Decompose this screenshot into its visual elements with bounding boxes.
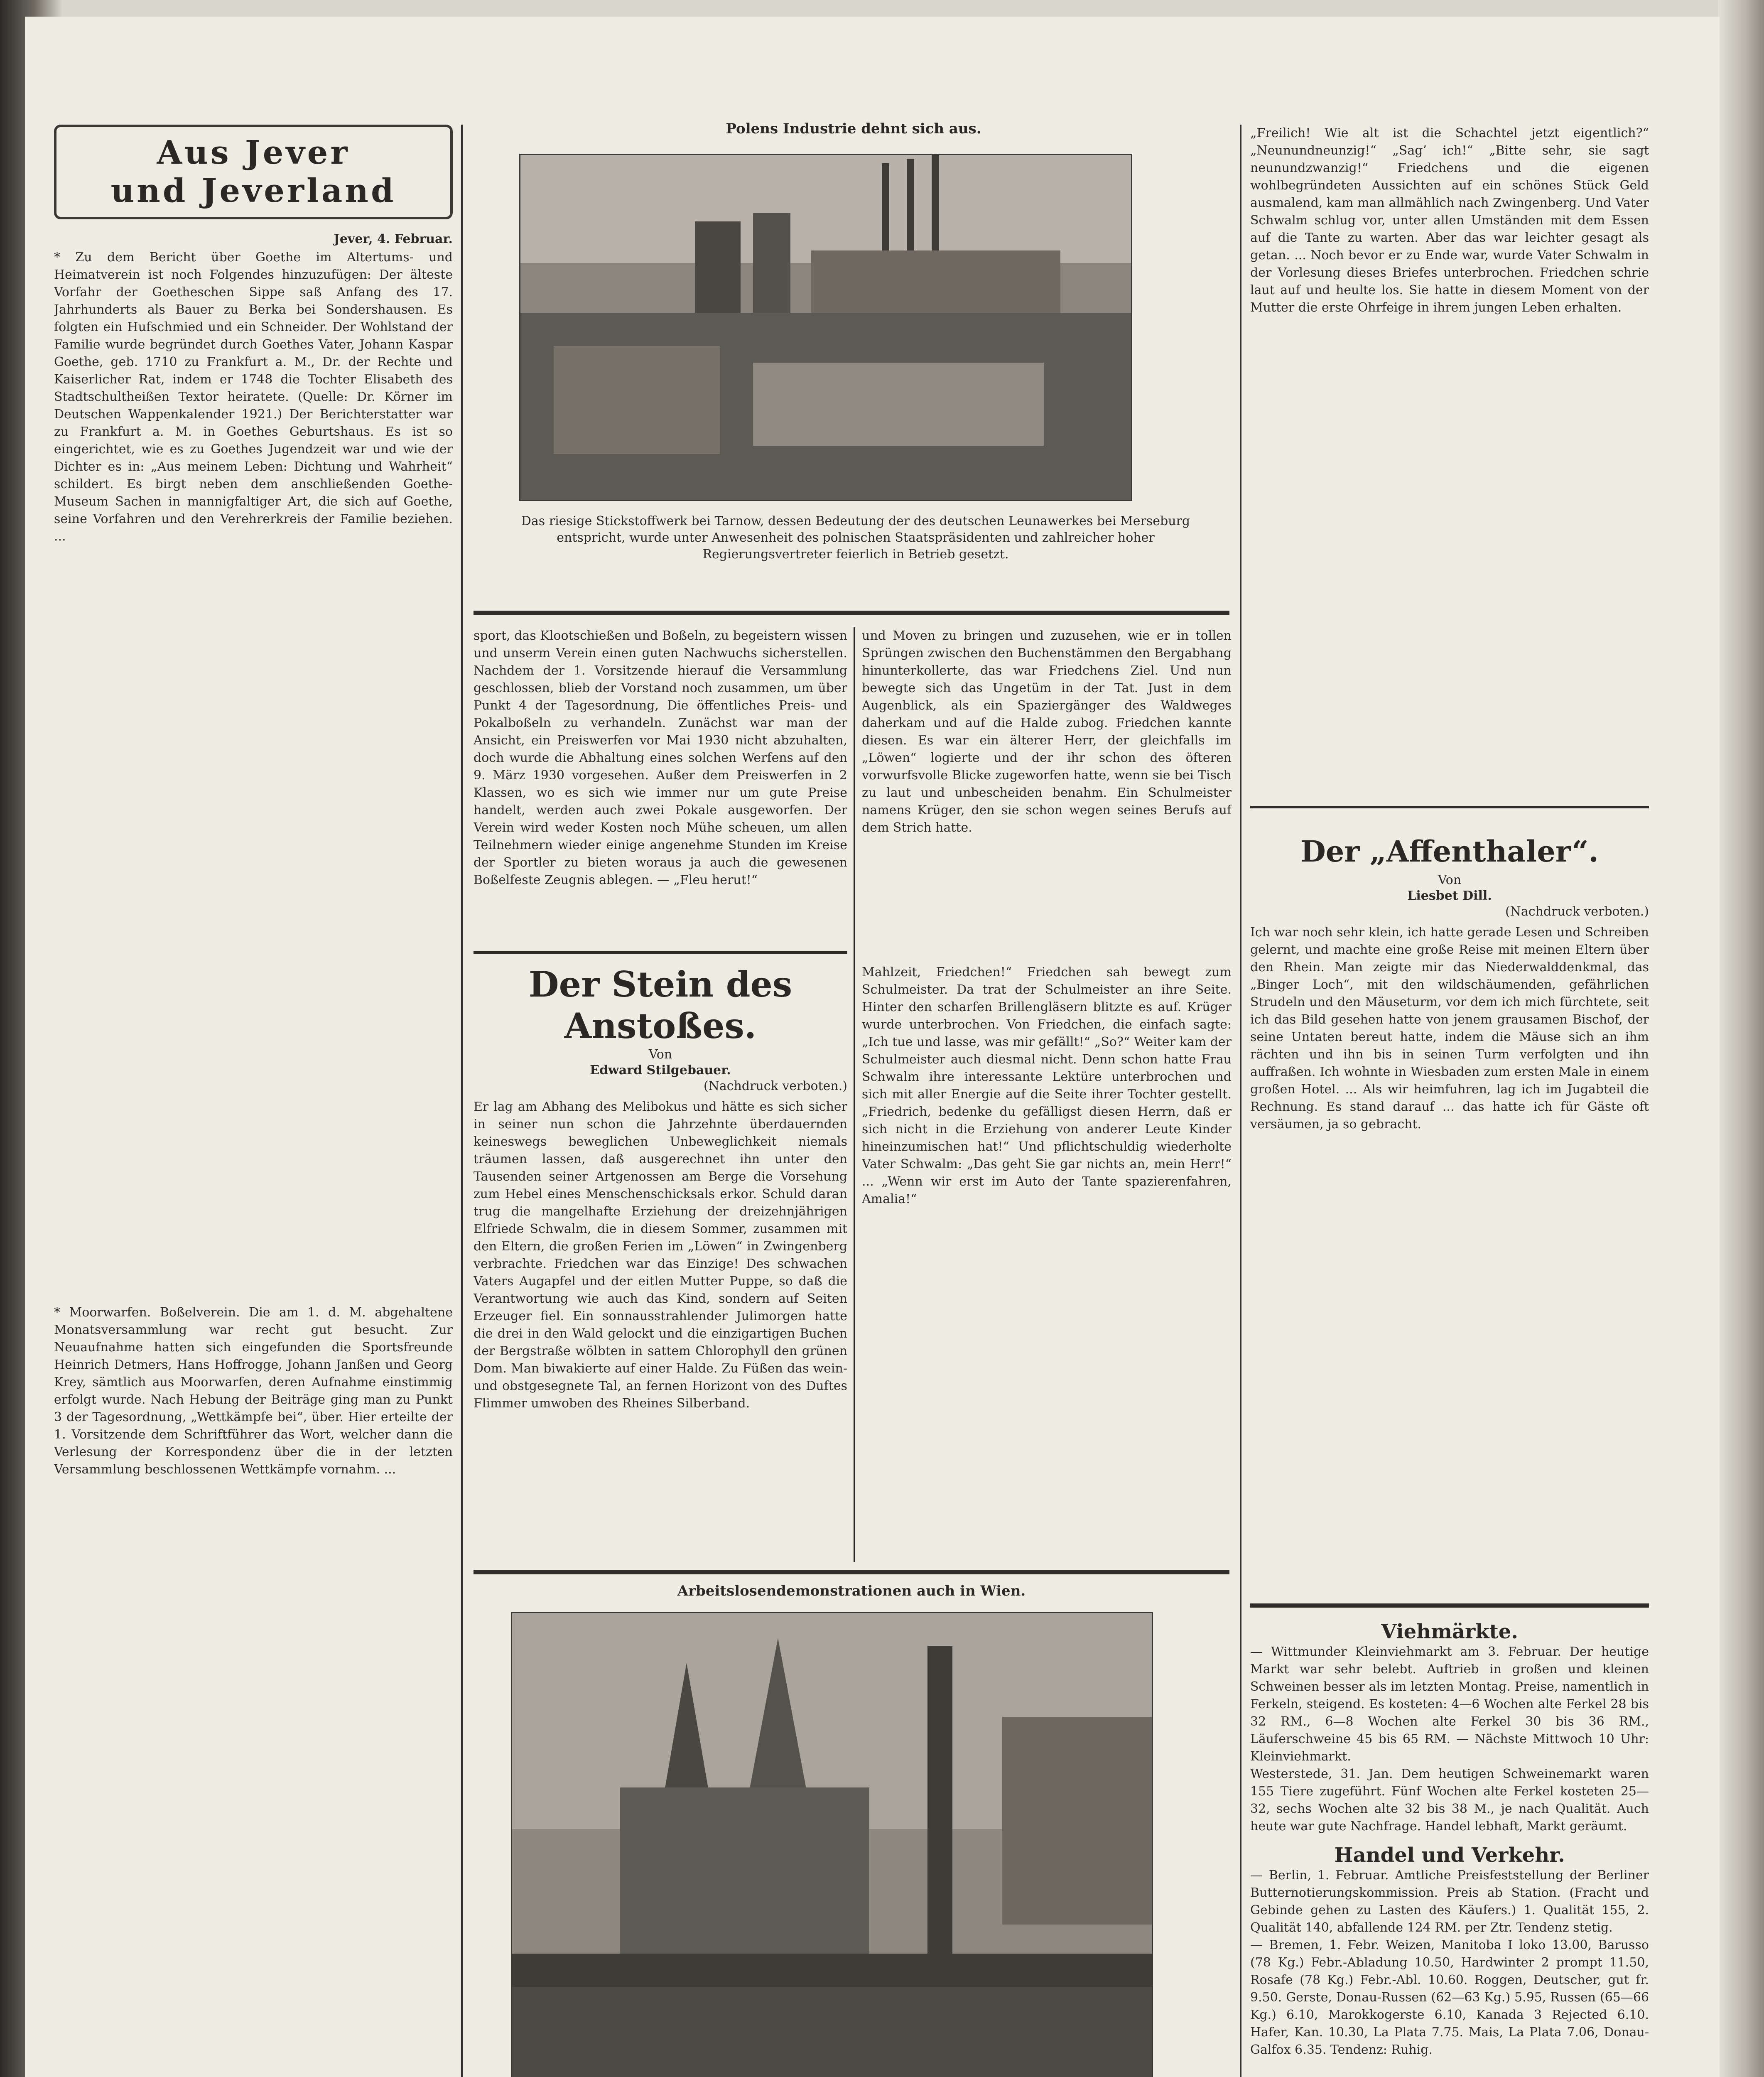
middle-bottom-rule — [474, 1570, 1229, 1574]
story-block — [474, 964, 847, 1562]
story-byline-von: Von — [648, 1047, 672, 1062]
trade-text: — Berlin, 1. Februar. Amtliche Preisfeststellung der Berliner Butternotierungskommission. Preis ab Station. (Fracht und Gebinde gehen zu Lasten des Käufers.) 1. Qualität 155, 2. Qualität 140, abfallende 124 RM. per Ztr. Tendenz stetig. — Bremen, 1. Febr. Weizen, Manitoba I loko 13.00, Barusso (78 Kg.) Febr.-Abladung 10.50, Hardwinter 2 prompt 11.50, Rosafe (78 Kg.) Febr.-Abl. 10.60. Roggen, Deutscher, gut fr. 9.50. Gerste, Donau-Russen (62—63 Kg.) 5.95, Russen (65—66 Kg.) 6.10, Marokkogerste 6.10, Kanada 3 Rejected 6.10. Hafer, Kan. 10.30, La Plata 7.75. Mais, La Plata 7.06, Donau-Galfox 6.35. Tendenz: Ruhig. — [1250, 1868, 1649, 2057]
moorwarfen-article: * Moorwarfen. Boßelverein. Die am 1. d. M. abgehaltene Monatsversammlung war recht gut besucht. Zur Neuaufnahme hatten sich eingefunden die Sportsfreunde Heinrich Detmers, Hans Hoffrogge, Johann Janßen und Georg Krey, sämtlich aus Moorwarfen, deren Aufnahme einstimmig erfolgt wurde. Nach Hebung der Beiträge ging man zu Punkt 3 der Tagesordnung, „Wettkämpfe bei“, über. Hier erteilte der 1. Vorsitzende dem Schriftführer das Wort, welcher dann die Verlesung der Korrespondenz über die in der letzten Versammlung beschlossenen Wettkämpfe vornahm. ... — [54, 1305, 453, 1477]
page-edge-shadow — [1718, 0, 1764, 2077]
dateline: Jever, 4. Februar. — [334, 232, 453, 246]
right-rule-1 — [1250, 806, 1649, 808]
right-rule-2 — [1250, 1603, 1649, 1608]
story-block-b — [862, 964, 1232, 1562]
right-column-story-end — [1250, 125, 1649, 781]
trade-title: Handel und Verkehr. — [1334, 1844, 1565, 1867]
story-text-b: Mahlzeit, Friedchen!“ Friedchen sah bewegt zum Schulmeister. Da trat der Schulmeister an ihre Seite. Hinter den scharfen Brillengläsern blitzte es auf. Krüger wurde unterbrochen. Von Friedchen, die einfach sagte: „Ich tue und lasse, was mir gefällt!“ „So?“ Weiter kam der Schulmeister auch diesmal nicht. Denn schon hatte Frau Schwalm ihre interessante Lektüre unterbrochen und sich mit aller Energie auf die Seite ihrer Tochter gestellt. „Friedrich, bedenke du gefälligst diesen Herrn, daß er sich nicht in die Erziehung von anderer Leute Kinder hineinzumischen hat!“ Und pflichtschuldig wiederholte Vater Schwalm: „Das geht Sie gar nichts an, mein Herr!“ ... „Wenn wir erst im Auto der Tante spazierenfahren, Amalia!“ — [862, 965, 1232, 1206]
boesselverein-continued: sport, das Klootschießen und Boßeln, zu begeistern wissen und unserm Verein einen guten Nachwuchs sicherstellen. Nachdem der 1. Vorsitzende hierauf die Versammlung geschlossen, blieb der Vorstand noch zusammen, um über Punkt 4 der Tagesordnung, Die öffentliches Preis- und Pokalboßeln zu verhandeln. Zunächst war man der Ansicht, ein Preiswerfen vor Mai 1930 nicht abzuhalten, doch wurde die Abhaltung eines solchen Werfens auf den 9. März 1930 vorgesehen. Außer dem Preiswerfen in 2 Klassen, wo es sich wie immer nur um gute Preise handelt, werden auch zwei Pokale ausgeworfen. Der Verein wird weder Kosten noch Mühe scheuen, um allen Teilnehmern wieder einige angenehme Stunden im Kreise der Sportler zu bieten woraus ja auch die gewesenen Boßelfeste Zeugnis ablegen. — „Fleu herut!“ — [474, 629, 847, 887]
story-top-rule — [474, 951, 847, 954]
markets-block — [1250, 1620, 1649, 2077]
affenthaler-byline-von: Von — [1438, 873, 1462, 887]
bottom-photo-title: Arbeitslosendemonstrationen auch in Wien. — [677, 1583, 1026, 1599]
middle-column-b — [862, 627, 1232, 951]
story-author: Edward Stilgebauer. — [590, 1063, 731, 1078]
vienna-demonstration-photo — [511, 1612, 1153, 2077]
affenthaler-title: Der „Affenthaler“. — [1300, 834, 1599, 869]
top-photo-title: Polens Industrie dehnt sich aus. — [726, 120, 981, 137]
affenthaler-story — [1250, 831, 1649, 1579]
story-title: Der Stein des Anstoßes. — [528, 964, 792, 1046]
markets-text: — Wittmunder Kleinviehmarkt am 3. Februar. Der heutige Markt war sehr belebt. Auftrieb in großen und kleinen Schweinen besser als im letzten Montag. Preise, namentlich in Ferkeln, steigend. Es kosteten: 4—6 Wochen alte Ferkel 28 bis 32 RM., 6—8 Wochen alte Ferkel 30 bis 36 RM., Läuferschweine 45 bis 65 RM. — Nächste Mittwoch 10 Uhr: Kleinviehmarkt. Westerstede, 31. Jan. Dem heutigen Schweinemarkt waren 155 Tiere zugeführt. Fünf Wochen alte Ferkel kosteten 25—32, sechs Wochen alte 32 bis 38 M., je nach Qualität. Auch heute war gute Nachfrage. Handel lebhaft, Markt geräumt. — [1250, 1645, 1649, 1834]
top-photo-rule — [474, 611, 1229, 615]
newspaper-page — [25, 17, 1720, 2077]
section-heading-line-1: Aus Jever — [157, 134, 350, 172]
tarnow-factory-photo — [519, 154, 1132, 501]
top-photo-caption-box — [494, 513, 1217, 596]
section-heading-frame — [54, 125, 453, 219]
story-ending: „Freilich! Wie alt ist die Schachtel jetzt eigentlich?“ „Neunundneunzig!“ „Sag’ ich!“ „Bitte sehr, sie sagt neunundzwanzig!“ Friedchens und die eigenen wohlbegründeten Aussichten auf ein schönes Stück Geld ausmalend, kam man allmählich nach Zwingenberg. Und Vater Schwalm schlug vor, unter allen Umständen mit dem Essen auf die Tante zu warten. Aber das war leichter gesagt als getan. ... Noch bevor er zu Ende war, wurde Vater Schwalm in der Vorlesung dieses Briefes unterbrochen. Friedchen schrie laut auf und heulte los. Sie hatte in diesem Moment von der Mutter die erste Ohrfeige in ihrem jungen Leben erhalten. — [1250, 126, 1649, 315]
affenthaler-note: (Nachdruck verboten.) — [1505, 904, 1649, 919]
affenthaler-author: Liesbet Dill. — [1407, 889, 1492, 903]
bottom-photo-block — [474, 1583, 1229, 1608]
story-note: (Nachdruck verboten.) — [703, 1079, 847, 1093]
middle-column-a — [474, 627, 847, 951]
section-heading-line-2: und Jeverland — [110, 172, 396, 210]
column-rule — [461, 125, 463, 2077]
top-photo-caption: Das riesige Stickstoffwerk bei Tarnow, dessen Bedeutung der des deutschen Leunawerkes bei Merseburg entspricht, wurde unter Anwesenheit des polnischen Staatspräsidenten und zahlreicher hoher Regierungsvertreter feierlich in Betrieb gesetzt. — [521, 514, 1190, 562]
story-text-a: Er lag am Abhang des Melibokus und hätte es sich sicher in seiner nun schon die Jahrzehnte überdauernden keineswegs beweglichen Unbeweglichkeit niemals träumen lassen, daß ausgerechnet ihn unter den Tausenden seiner Artgenossen am Berge die Vorsehung zum Hebel eines Menschenschicksals erkor. Schuld daran trug die mangelhafte Erziehung der dreizehnjährigen Elfriede Schwalm, die in diesem Sommer, zusammen mit den Eltern, die großen Ferien im „Löwen“ in Zwingenberg verbrachte. Friedchen war das Einzige! Des schwachen Vaters Augapfel und der eitlen Mutter Puppe, so daß die Verantwortung wie auch das Kind, sondern auf Seiten Erzeuger fiel. Ein sonnausstrahlender Julimorgen hatte die drei in den Wald gelockt und die einzigartigen Buchen der Bergstraße wölbten in sattem Chlorophyll den grünen Dom. Man biwakierte auf einer Halde. Zu Füßen das wein- und obstgesegnete Tal, an fernen Horizont von des Duftes Flimmer umwoben des Rheines Silberband. — [474, 1100, 847, 1411]
right-column-rule — [1240, 125, 1241, 2077]
goethe-article: * Zu dem Bericht über Goethe im Altertums- und Heimatverein ist noch Folgendes hinzuzufügen: Der älteste Vorfahr der Goetheschen Sippe saß Anfang des 17. Jahrhunderts als Bauer zu Berka bei Sondershausen. Es folgten ein Hufschmied und ein Schneider. Der Wohlstand der Familie wurde begründet durch Goethes Vater, Johann Kaspar Goethe, geb. 1710 zu Frankfurt a. M., Dr. der Rechte und Kaiserlicher Rat, indem er 1748 die Tochter Elisabeth des Stadtschultheißen Textor heiratete. (Quelle: Dr. Körner im Deutschen Wappenkalender 1921.) Der Berichterstatter war zu Frankfurt a. M. in Goethes Geburtshaus. Es ist so eingerichtet, wie es zu Goethes Jugendzeit war und wie der Dichter es in: „Aus meinem Leben: Dichtung und Wahrheit“ schildert. Es birgt neben dem anschließenden Goethe-Museum Sachen in mannigfaltiger Art, die sich auf Goethe, seine Vorfahren und den Verehrerkreis der Familie beziehen. ... — [54, 250, 453, 544]
middle-rule — [854, 627, 855, 1562]
left-column — [54, 125, 453, 2077]
story-continued: und Moven zu bringen und zuzusehen, wie er in tollen Sprüngen zwischen den Buchenstämmen den Bergabhang hinunterkollerte, das war Friedchens Ziel. Und nun bewegte sich das Ungetüm in der Tat. Just in dem Augenblick, als ein Spaziergänger des Waldweges daherkam und auf die Halde zubog. Friedchen kannte diesen. Es war ein älterer Herr, der gleichfalls im „Löwen“ logierte und der ihr schon des öfteren vorwurfsvolle Blicke zugeworfen hatte, wenn sie bei Tisch zu laut und unbescheiden benahm. Ein Schulmeister namens Krüger, den sie schon wegen seines Berufs auf dem Strich hatte. — [862, 629, 1232, 835]
markets-title: Viehmärkte. — [1381, 1620, 1518, 1643]
affenthaler-text: Ich war noch sehr klein, ich hatte gerade Lesen und Schreiben gelernt, und machte eine große Reise mit meinen Eltern über den Rhein. Man zeigte mir das Niederwalddenkmal, das „Binger Loch“, mit den wildschäumenden, gefährlichen Strudeln und den Mäuseturm, vor dem ich mich fürchtete, seit ich das Bild gesehen hatte von jenem grausamen Bischof, der seine Untaten bereut hatte, indem die Mäuse sich an ihm rächten und ihn bis in seinen Turm verfolgten und ihn auffraßen. Ich wohnte in Wiesbaden zum ersten Male in einem großen Hotel. ... Als wir heimfuhren, lag ich im Jugabteil die Rechnung. Es stand darauf ... das hatte ich für Gäste oft versäumen, ja so gebracht. — [1250, 925, 1649, 1132]
